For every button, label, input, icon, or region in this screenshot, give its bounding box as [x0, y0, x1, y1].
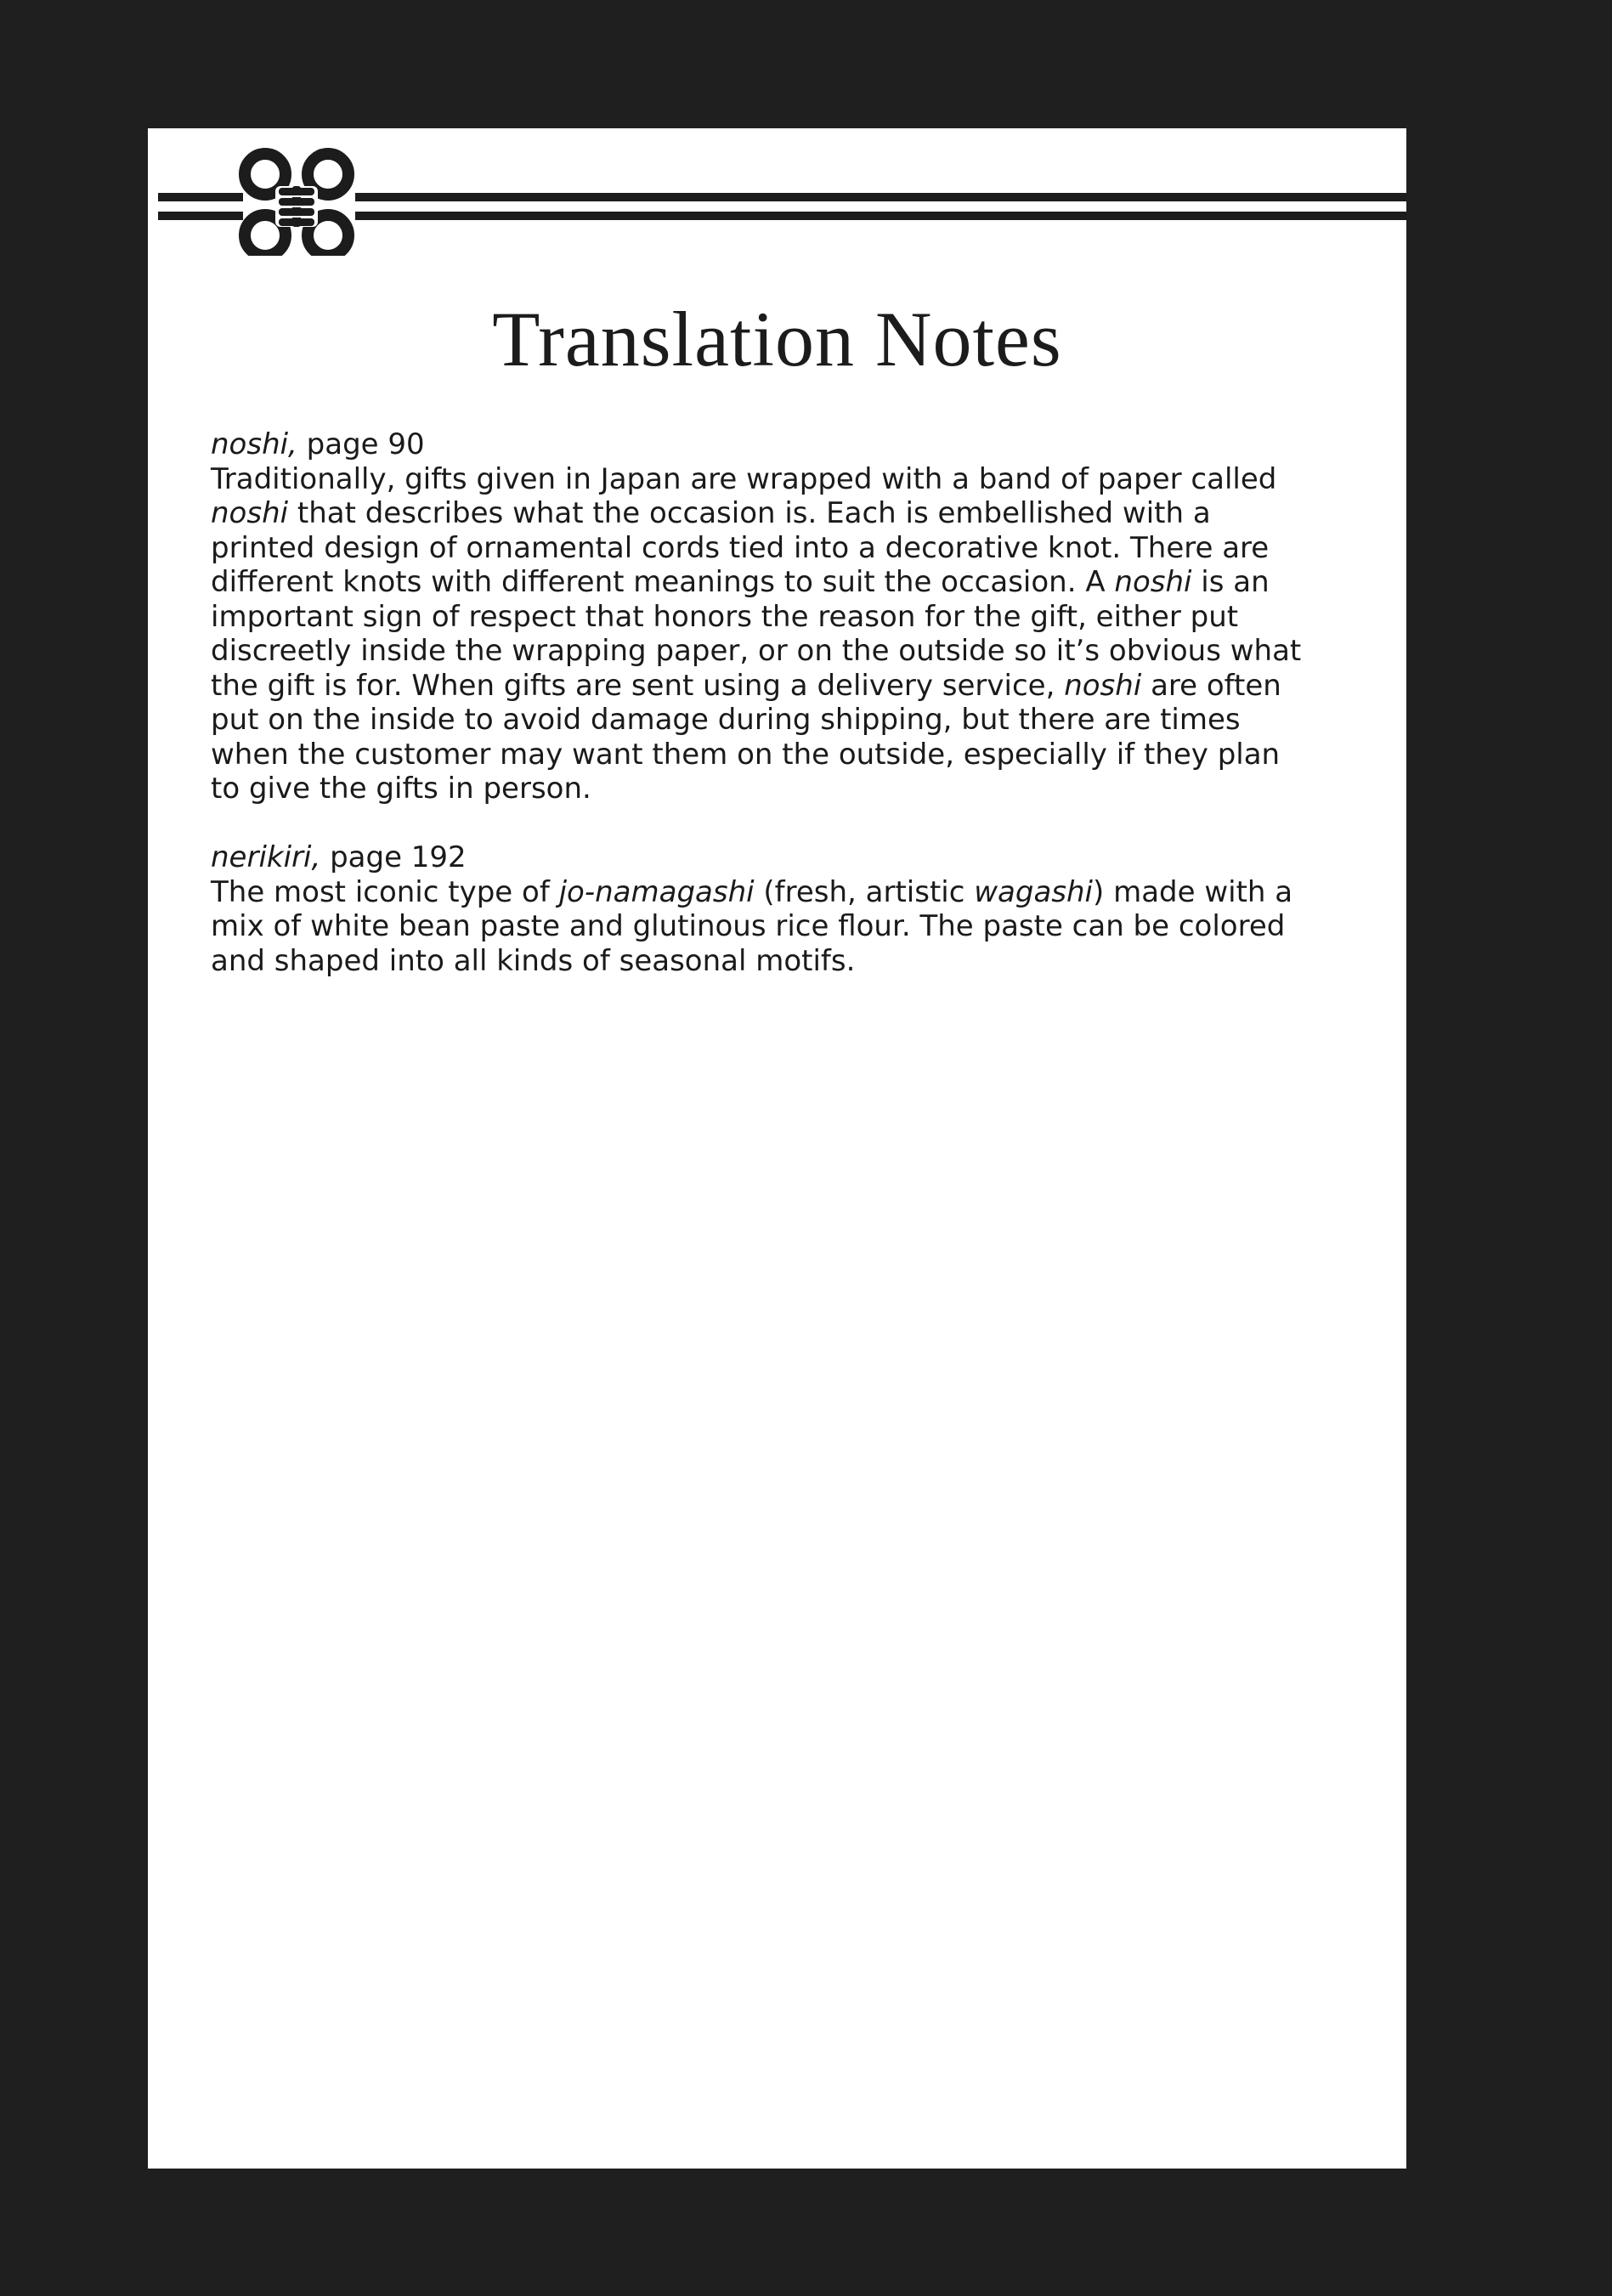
- note-term: noshi,: [211, 427, 297, 461]
- note-heading: [211, 427, 1307, 462]
- note-body: [211, 875, 1307, 979]
- translation-notes-list: [211, 427, 1307, 1013]
- mizuhiki-knot-icon: [158, 145, 1406, 256]
- note-body: [211, 462, 1307, 806]
- italic-term: noshi: [211, 496, 289, 530]
- body-text: are often put on the inside to avoid damage during shipping, but there are times when the customer may want them on the outside, especially if they plan to give the gifts in person.: [211, 668, 1281, 806]
- note-term: nerikiri,: [211, 840, 321, 874]
- italic-term: noshi: [1114, 565, 1192, 599]
- italic-term: jo-namagashi: [558, 874, 755, 909]
- body-text: ) made with a mix of white bean paste and glutinous rice flour. The paste can be colored and shaped into all kinds of seasonal motifs.: [211, 874, 1293, 978]
- italic-term: wagashi: [974, 874, 1094, 909]
- page-title: Translation Notes: [492, 296, 1062, 382]
- body-text: is an important sign of respect that honors the reason for the gift, either put discreetly inside the wrapping paper, or on the outside so it’s obvious what the gift is for. When gifts are sent using a delivery service,: [211, 565, 1302, 703]
- body-text: Traditionally, gifts given in Japan are wrapped with a band of paper called: [211, 461, 1277, 496]
- note-heading: [211, 840, 1307, 875]
- body-text: (fresh, artistic: [754, 874, 975, 909]
- body-text: that describes what the occasion is. Each is embellished with a printed design of ornamental cords tied into a decorative knot. There are different knots with different meanings to suit the occasion. A: [211, 496, 1270, 599]
- translation-note: [211, 840, 1307, 978]
- translation-note: [211, 427, 1307, 806]
- body-text: The most iconic type of: [211, 874, 559, 909]
- note-page-ref: page 90: [297, 427, 425, 461]
- italic-term: noshi: [1064, 668, 1142, 703]
- document-page: [148, 128, 1406, 2169]
- note-page-ref: page 192: [320, 840, 467, 874]
